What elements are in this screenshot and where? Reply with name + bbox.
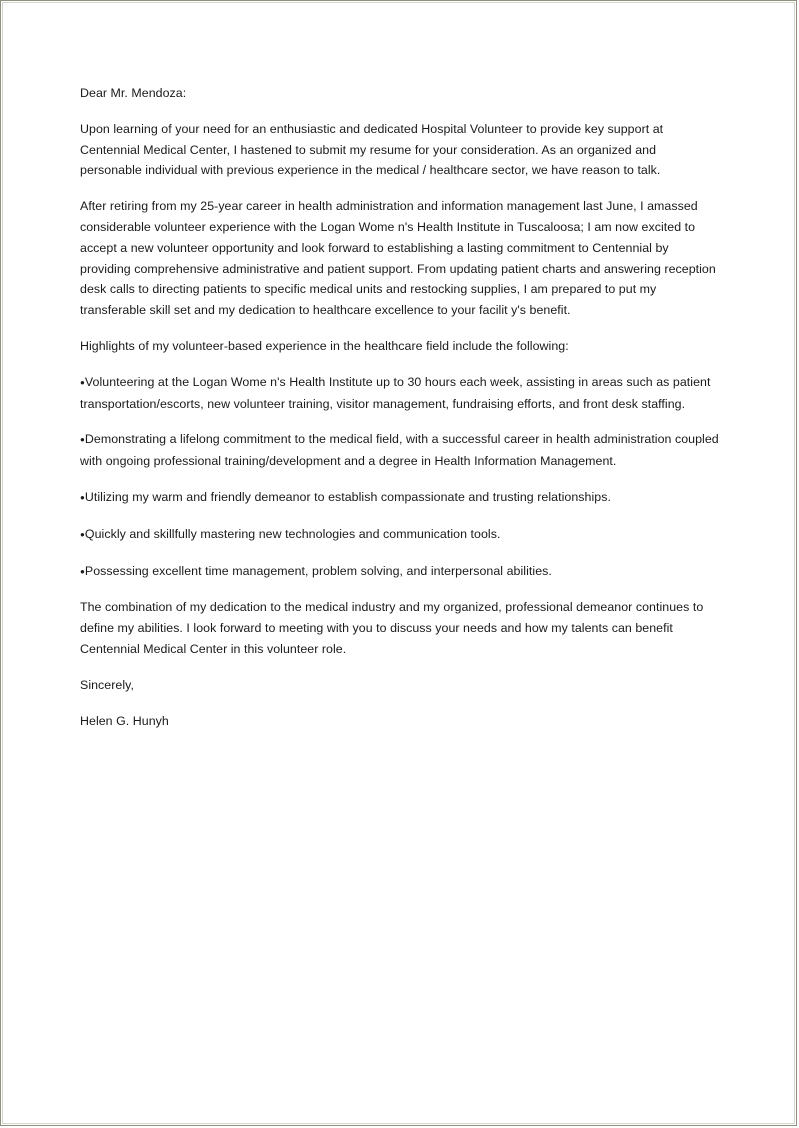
bullet-text: Volunteering at the Logan Wome n's Health Institute up to 30 hours each week, assisting in areas such as patient transportation/escorts, new volunteer training, visitor management, fundraising efforts, and front desk staffing. [80, 374, 711, 411]
bullet-item [80, 487, 720, 509]
bullet-text: Utilizing my warm and friendly demeanor to establish compassionate and trusting relationships. [84, 489, 611, 504]
bullet-item [80, 372, 720, 415]
bullet-item [80, 524, 720, 546]
bullet-text: Possessing excellent time management, problem solving, and interpersonal abilities. [84, 563, 552, 578]
bullet-icon: ● [80, 435, 85, 445]
intro-paragraph: Upon learning of your need for an enthusiastic and dedicated Hospital Volunteer to provide key support at Centennial Medical Center, I hastened to submit my resume for your consideration. As an organized and personable individual with previous experience in the medical / healthcare sector, we have reason to talk. [80, 121, 664, 178]
bullet-icon: ● [80, 377, 85, 387]
bullet-icon: ● [80, 529, 85, 539]
bullet-icon: ● [80, 566, 85, 576]
bullet-item [80, 429, 720, 472]
experience-paragraph: After retiring from my 25-year career in health administration and information management last June, I amassed considerable volunteer experience with the Logan Wome n's Health Institute in Tuscaloosa; I am now excited to accept a new volunteer opportunity and look forward to establishing a lasting commitment to Centennial by providing comprehensive administrative and patient support. From updating patient charts and answering reception desk calls to directing patients to specific medical units and restocking supplies, I am prepared to put my transferable skill set and my dedication to healthcare excellence to your facilit y's benefit. [80, 199, 716, 318]
bullet-text: Demonstrating a lifelong commitment to the medical field, with a successful career in health administration coupled with ongoing professional training/development and a degree in Health Information Management. [80, 432, 719, 469]
bullet-item [80, 561, 720, 583]
signature-name: Helen G. Hunyh [80, 713, 169, 728]
highlights-intro-paragraph: Highlights of my volunteer-based experience in the healthcare field include the following: [80, 338, 569, 353]
cover-letter-body [80, 83, 720, 746]
salutation: Dear Mr. Mendoza: [80, 86, 187, 100]
bullet-icon: ● [80, 492, 85, 502]
bullet-text: Quickly and skillfully mastering new technologies and communication tools. [84, 526, 501, 541]
closing-paragraph: The combination of my dedication to the medical industry and my organized, professional demeanor continues to define my abilities. I look forward to meeting with you to discuss your needs and how my talents can benefit Centennial Medical Center in this volunteer role. [80, 600, 704, 656]
sign-off: Sincerely, [80, 677, 134, 692]
